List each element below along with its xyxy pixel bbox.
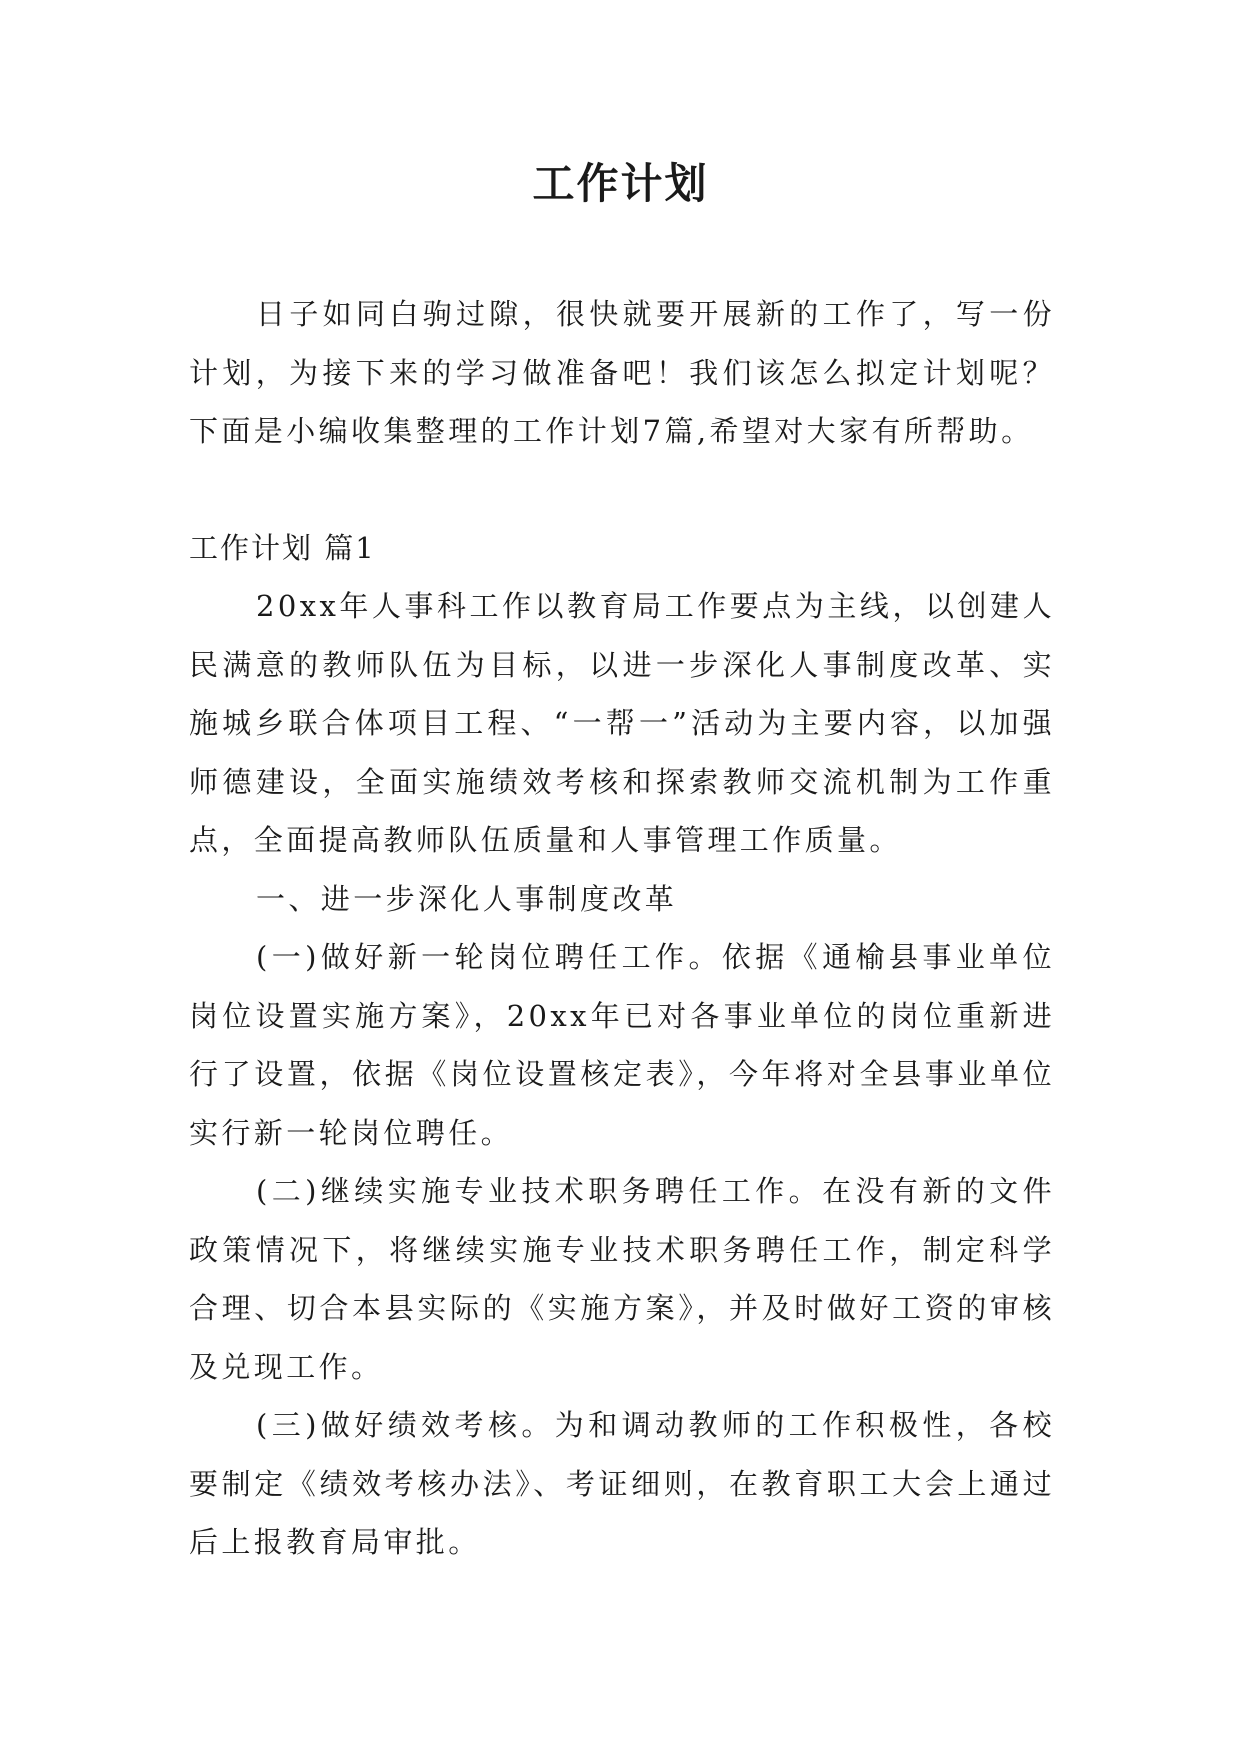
intro-paragraph: 日子如同白驹过隙，很快就要开展新的工作了，写一份计划，为接下来的学习做准备吧！我们该怎么拟定计划呢？下面是小编收集整理的工作计划7篇,希望对大家有所帮助。 — [189, 297, 1055, 448]
section-heading: 工作计划 篇1 — [189, 530, 376, 565]
document-body — [189, 285, 1055, 1572]
document-title: 工作计划 — [532, 159, 709, 208]
spacer — [189, 461, 1055, 519]
body-paragraph: (二)继续实施专业技术职务聘任工作。在没有新的文件政策情况下，将继续实施专业技术职务聘任工作，制定科学合理、切合本县实际的《实施方案》，并及时做好工资的审核及兑现工作。 — [189, 1174, 1055, 1384]
body-paragraph: (一)做好新一轮岗位聘任工作。依据《通榆县事业单位岗位设置实施方案》，20xx年已对各事业单位的岗位重新进行了设置，依据《岗位设置核定表》，今年将对全县事业单位实行新一轮岗位聘任。 — [189, 940, 1055, 1150]
subsection-heading: 一、进一步深化人事制度改革 — [256, 881, 678, 916]
body-paragraph: 20xx年人事科工作以教育局工作要点为主线，以创建人民满意的教师队伍为目标，以进一步深化人事制度改革、实施城乡联合体项目工程、“一帮一”活动为主要内容，以加强师德建设，全面实施绩效考核和探索教师交流机制为工作重点，全面提高教师队伍质量和人事管理工作质量。 — [189, 589, 1055, 857]
body-paragraph: (三)做好绩效考核。为和调动教师的工作积极性，各校要制定《绩效考核办法》、考证细则，在教育职工大会上通过后上报教育局审批。 — [189, 1408, 1055, 1559]
